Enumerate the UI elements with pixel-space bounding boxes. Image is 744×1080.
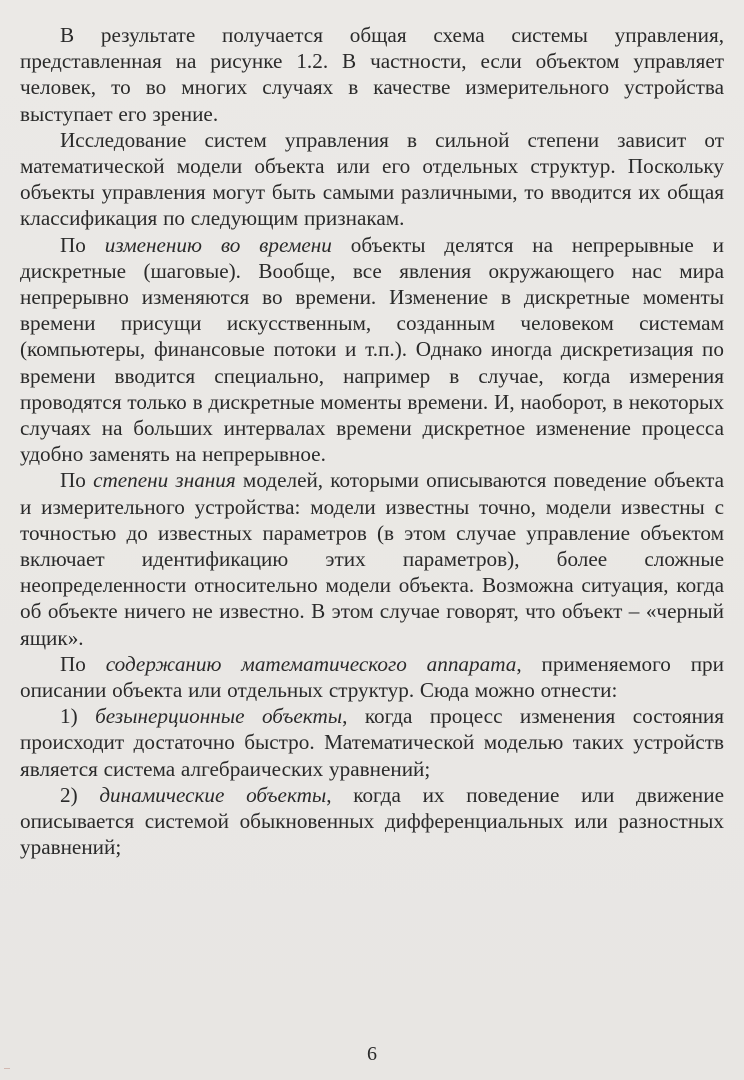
text-run: В результате получается общая схема системы управления, представленная на рисунке 1.2. В частности, если объектом управляет человек, то во многих случаях в качестве измерительного устройства выступает его зрение.	[20, 23, 724, 126]
edge-mark	[4, 1068, 10, 1069]
italic-term: изменению во времени	[104, 232, 332, 257]
paragraph	[20, 127, 724, 232]
text-run: По	[60, 651, 106, 676]
text-run: , когда их поведение или движение описывается системой обыкновенных дифференциальных или разностных уравнений;	[20, 782, 724, 860]
text-run: , когда процесс изменения состояния происходит достаточно быстро. Математической моделью таких устройств является система алгебраических уравнений;	[20, 704, 724, 781]
text-run: Исследование систем управления в сильной степени зависит от математической модели объекта или его отдельных структур. Поскольку объекты управления могут быть самыми различными, то вводится их общая классификация по следующим признакам.	[20, 127, 724, 231]
paragraph	[20, 782, 724, 861]
text-run: По	[60, 232, 105, 257]
paragraph	[20, 22, 724, 127]
text-run: 1)	[60, 704, 96, 729]
paragraph	[20, 467, 724, 650]
text-run: 2)	[60, 782, 100, 807]
italic-term: динамические объекты	[99, 782, 327, 807]
page-number: 6	[367, 1043, 377, 1065]
italic-term: безынерционные объекты	[95, 704, 343, 729]
text-run: объекты делятся на непрерывные и дискретные (шаговые). Вообще, все явления окружающего нас мира непрерывно изменяются во времени. Изменение в дискретные моменты времени присущи искусственным, созданным человеком системам (компьютеры, финансовые потоки и т.п.). Однако иногда дискретизация по времени вводится специально, например в случае, когда измерения проводятся только в дискретные моменты времени. И, наоборот, в некоторых случаях на больших интервалах времени дискретное изменение процесса удобно заменять на непрерывное.	[20, 232, 724, 467]
italic-term: степени знания	[93, 468, 236, 493]
text-run: моделей, которыми описываются поведение объекта и измерительного устройства: модели известны точно, модели известны с точностью до известных параметров (в этом случае управление объектом включает идентификацию этих параметров), более сложные неопределенности относительно модели объекта. Возможна ситуация, когда об объекте ничего не известно. В этом случае говорят, что объект – «черный ящик».	[20, 468, 725, 650]
italic-term: содержанию математического аппарата	[105, 651, 517, 676]
paragraph	[20, 703, 724, 782]
body-text	[20, 22, 724, 861]
text-run: По	[60, 468, 94, 493]
paragraph	[20, 232, 724, 468]
paragraph	[20, 651, 724, 703]
text-run: , применяемого при описании объекта или отдельных структур. Сюда можно отнести:	[20, 651, 724, 703]
